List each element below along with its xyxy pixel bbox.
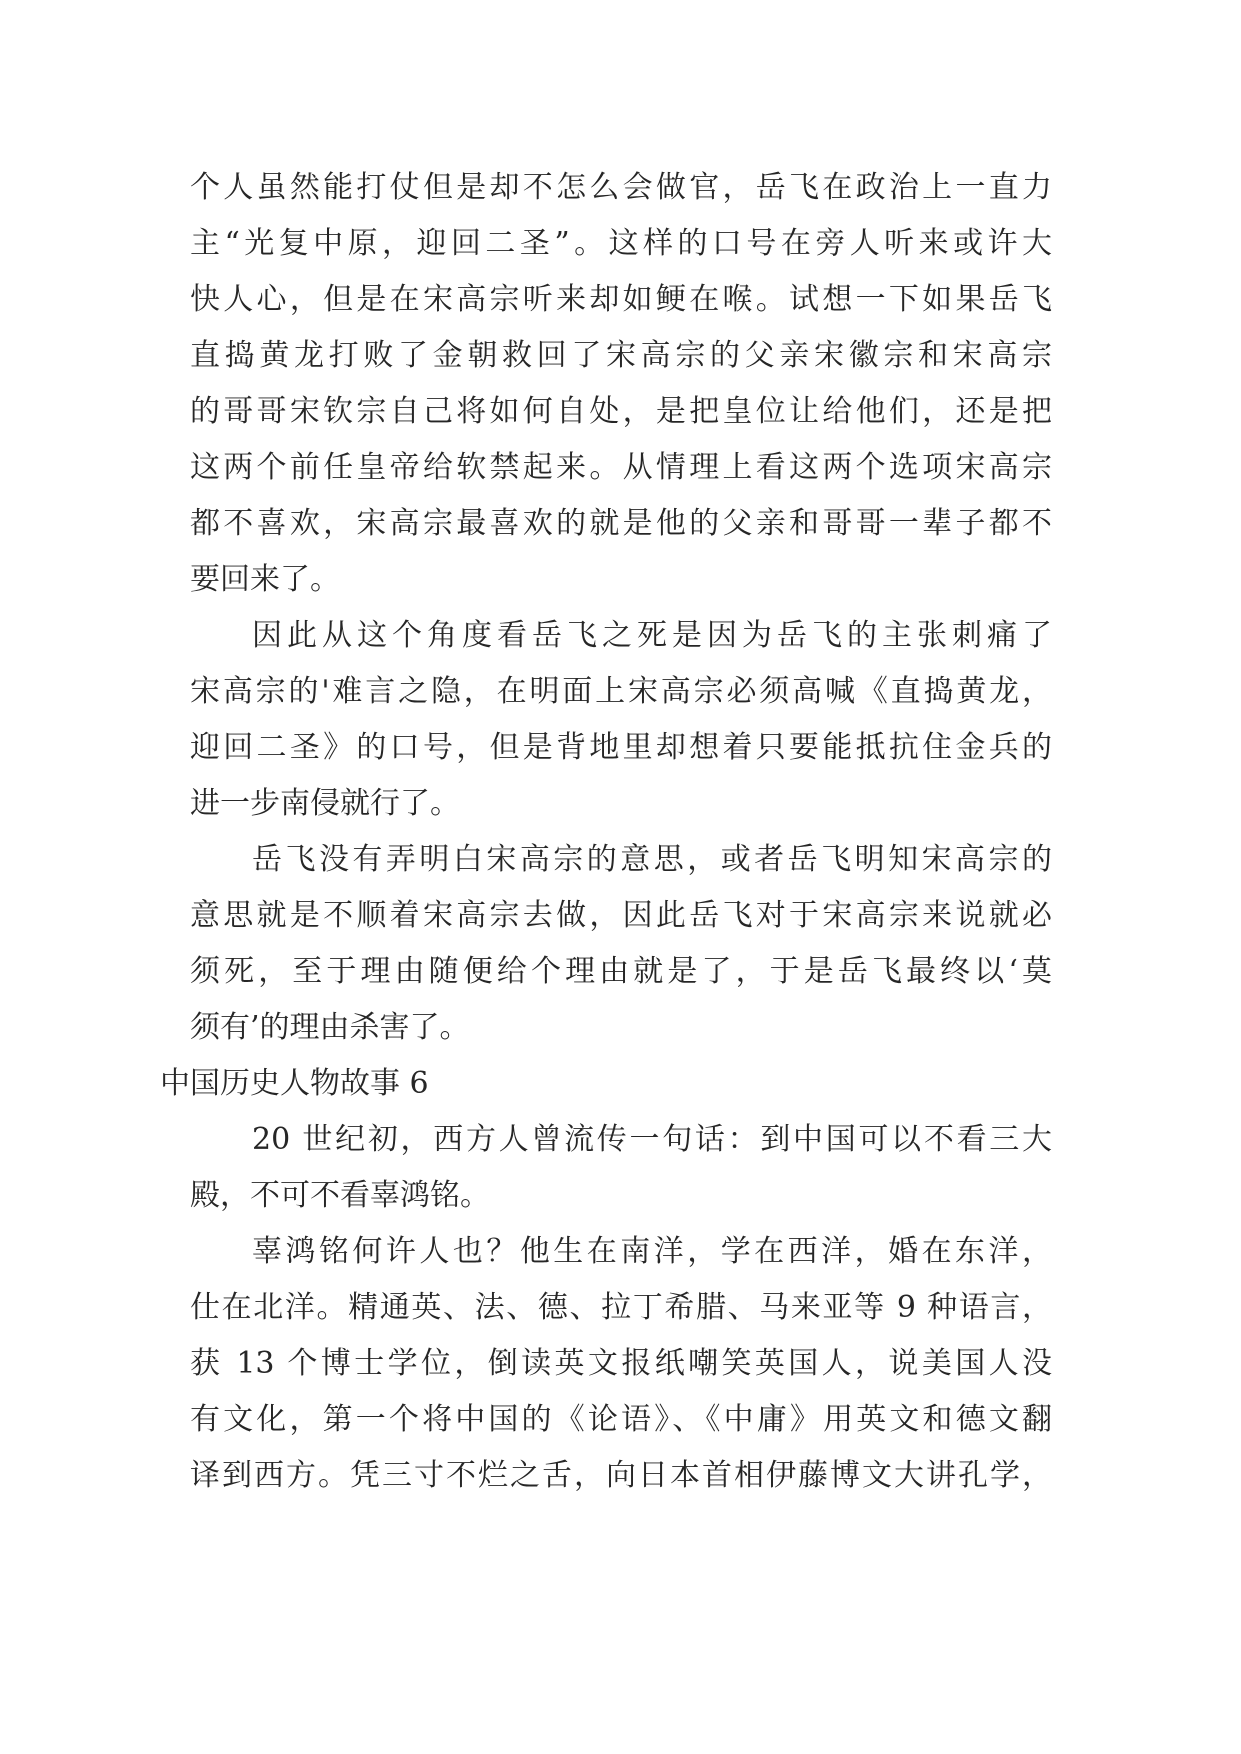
text-line: 要回来了。 [190,562,340,597]
text-line: 快人心，但是在宋高宗听来却如鲠在喉。试想一下如果岳飞 [190,282,1052,317]
text-line: 都不喜欢，宋高宗最喜欢的就是他的父亲和哥哥一辈子都不 [190,506,1052,541]
text-line: 有文化，第一个将中国的《论语》、《中庸》用英文和德文翻 [190,1402,1052,1437]
text-line: 获 13 个博士学位，倒读英文报纸嘲笑英国人，说美国人没 [190,1346,1052,1381]
text-line: 译到西方。凭三寸不烂之舌，向日本首相伊藤博文大讲孔学， [190,1458,1052,1493]
text-line: 因此从这个角度看岳飞之死是因为岳飞的主张刺痛了 [252,618,1052,653]
text-line: 主“光复中原，迎回二圣”。这样的口号在旁人听来或许大 [190,226,1052,261]
text-line: 直捣黄龙打败了金朝救回了宋高宗的父亲宋徽宗和宋高宗 [190,338,1052,373]
text-line: 的哥哥宋钦宗自己将如何自处，是把皇位让给他们，还是把 [190,394,1052,429]
section-heading: 中国历史人物故事 6 [160,1066,429,1101]
text-line: 20 世纪初，西方人曾流传一句话：到中国可以不看三大 [252,1122,1052,1157]
text-line: 意思就是不顺着宋高宗去做，因此岳飞对于宋高宗来说就必 [190,898,1052,933]
text-line: 岳飞没有弄明白宋高宗的意思，或者岳飞明知宋高宗的 [252,842,1052,877]
text-line: 殿，不可不看辜鸿铭。 [190,1178,490,1213]
text-line: 这两个前任皇帝给软禁起来。从情理上看这两个选项宋高宗 [190,450,1052,485]
text-line: 迎回二圣》的口号，但是背地里却想着只要能抵抗住金兵的 [190,730,1052,765]
text-line: 辜鸿铭何许人也？他生在南洋，学在西洋，婚在东洋， [252,1234,1052,1269]
text-line: 须死，至于理由随便给个理由就是了，于是岳飞最终以‘莫 [190,954,1052,989]
text-line: 仕在北洋。精通英、法、德、拉丁希腊、马来亚等 9 种语言， [190,1290,1052,1325]
text-line: 进一步南侵就行了。 [190,786,460,821]
text-line: 须有’的理由杀害了。 [190,1010,470,1045]
text-line: 个人虽然能打仗但是却不怎么会做官，岳飞在政治上一直力 [190,170,1052,205]
text-line: 宋高宗的'难言之隐，在明面上宋高宗必须高喊《直捣黄龙， [190,674,1052,709]
